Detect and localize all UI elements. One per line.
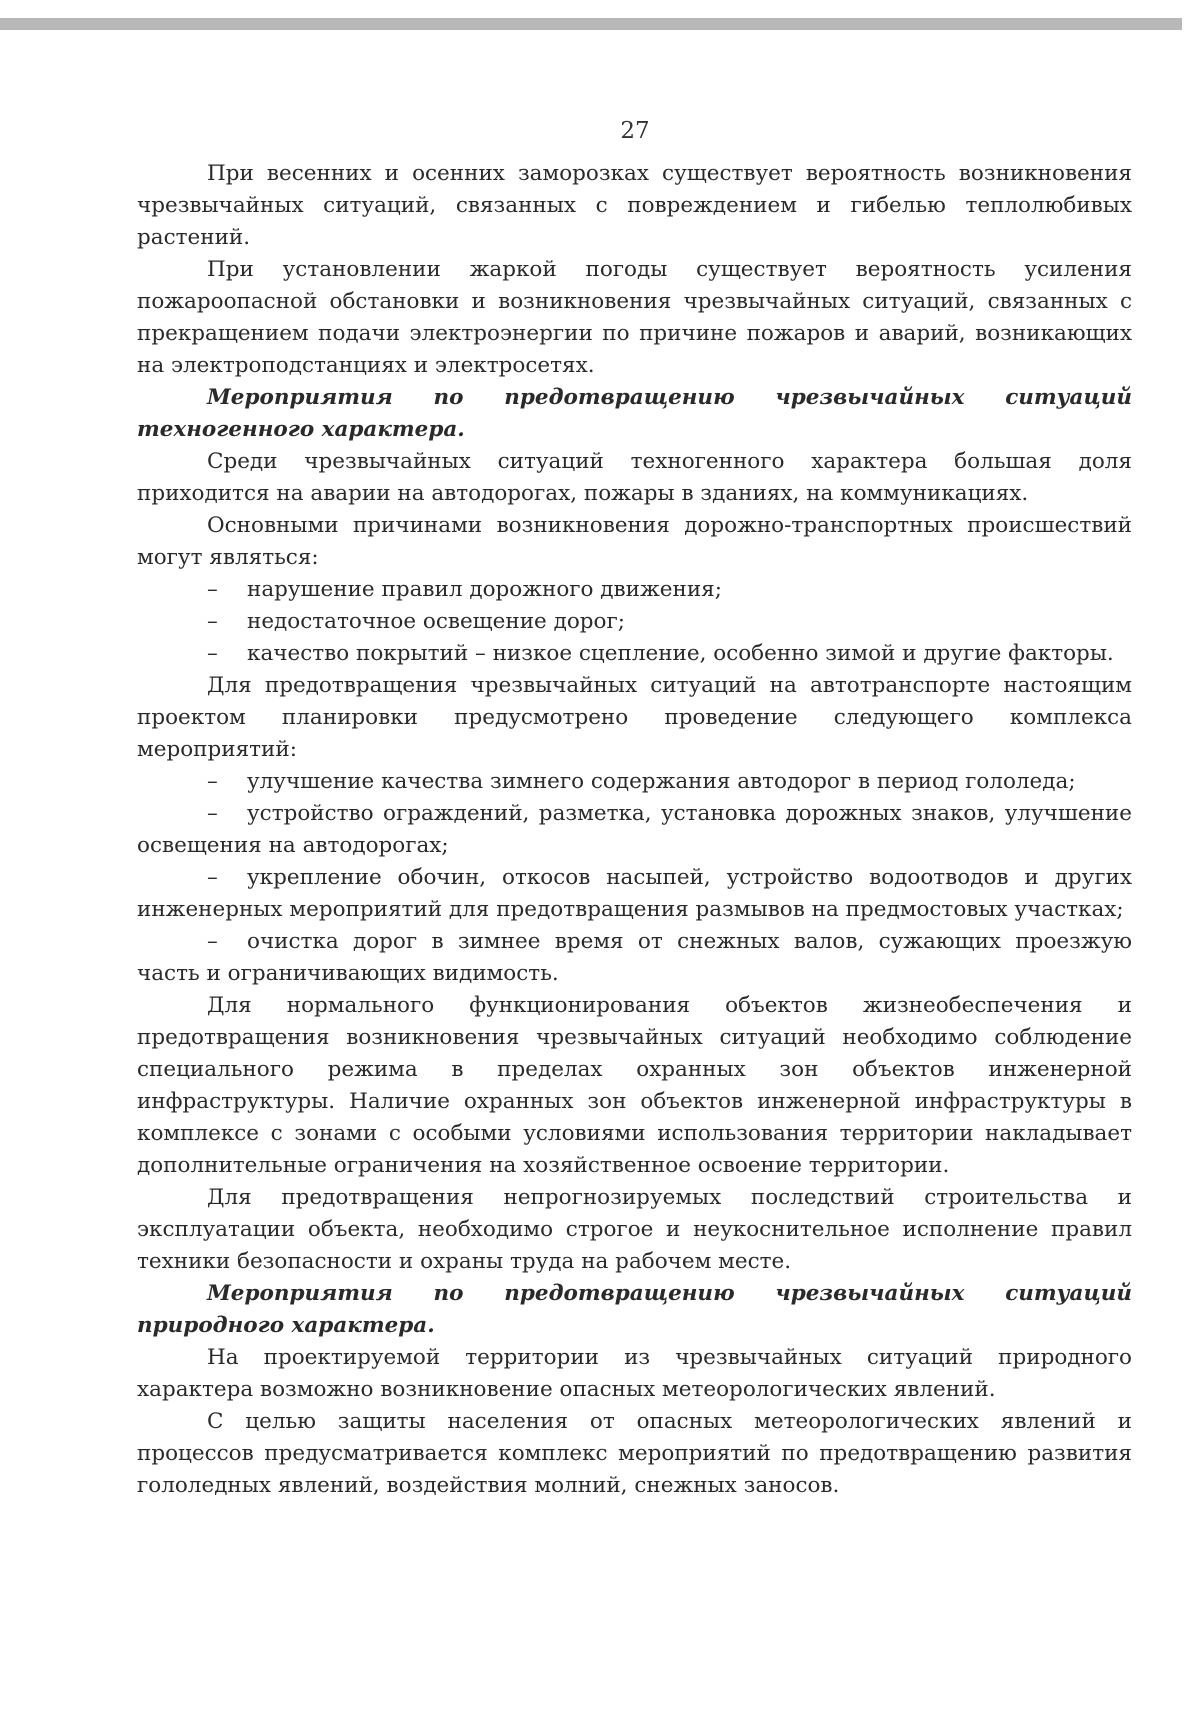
list-dash: – [207, 865, 218, 890]
list-item [137, 574, 1132, 606]
list-dash: – [207, 801, 218, 826]
list-item-text: улучшение качества зимнего содержания автодорог в период гололеда; [247, 769, 1076, 794]
list-item-text: очистка дорог в зимнее время от снежных валов, сужающих проезжую часть и ограничивающих видимость. [137, 929, 1132, 986]
list-item-text: устройство ограждений, разметка, установка дорожных знаков, улучшение освещения на автодорогах; [137, 801, 1132, 858]
list-item [137, 606, 1132, 638]
section-heading: Мероприятия по предотвращению чрезвычайных ситуаций природного характера. [137, 1281, 1132, 1338]
list-item [137, 798, 1132, 862]
list-dash: – [207, 641, 218, 666]
list-dash: – [207, 577, 218, 602]
list-dash: – [207, 769, 218, 794]
list-item-text: недостаточное освещение дорог; [247, 609, 626, 634]
list-item-text: нарушение правил дорожного движения; [247, 577, 722, 602]
list-item [137, 766, 1132, 798]
paragraph: С целью защиты населения от опасных метеорологических явлений и процессов предусматривается комплекс мероприятий по предотвращению развития гололедных явлений, воздействия молний, снежных заносов. [137, 1409, 1132, 1498]
paragraph: Основными причинами возникновения дорожно-транспортных происшествий могут являться: [137, 513, 1132, 570]
scan-top-edge [0, 18, 1182, 30]
list-dash: – [207, 609, 218, 634]
document-body [137, 158, 1132, 1502]
page-number: 27 [620, 118, 650, 144]
paragraph: Для нормального функционирования объектов жизнеобеспечения и предотвращения возникновения чрезвычайных ситуаций необходимо соблюдение специального режима в пределах охранных зон объектов инженерной инфраструктуры. Наличие охранных зон объектов инженерной инфраструктуры в комплексе с зонами с особыми условиями использования территории накладывает дополнительные ограничения на хозяйственное освоение территории. [137, 993, 1132, 1178]
list-item-text: укрепление обочин, откосов насыпей, устройство водоотводов и других инженерных мероприятий для предотвращения размывов на предмостовых участках; [137, 865, 1132, 922]
list-item-text: качество покрытий – низкое сцепление, особенно зимой и другие факторы. [247, 641, 1114, 666]
paragraph: При весенних и осенних заморозках существует вероятность возникновения чрезвычайных ситуаций, связанных с повреждением и гибелью теплолюбивых растений. [137, 161, 1132, 250]
list-dash: – [207, 929, 218, 954]
list-item [137, 862, 1132, 926]
paragraph: Среди чрезвычайных ситуаций техногенного характера большая доля приходится на аварии на автодорогах, пожары в зданиях, на коммуникациях. [137, 449, 1132, 506]
paragraph: Для предотвращения непрогнозируемых последствий строительства и эксплуатации объекта, необходимо строгое и неукоснительное исполнение правил техники безопасности и охраны труда на рабочем месте. [137, 1185, 1132, 1274]
paragraph: Для предотвращения чрезвычайных ситуаций на автотранспорте настоящим проектом планировки предусмотрено проведение следующего комплекса мероприятий: [137, 673, 1132, 762]
list-item [137, 926, 1132, 990]
paragraph: При установлении жаркой погоды существует вероятность усиления пожароопасной обстановки и возникновения чрезвычайных ситуаций, связанных с прекращением подачи электроэнергии по причине пожаров и аварий, возникающих на электроподстанциях и электросетях. [137, 257, 1132, 378]
section-heading: Мероприятия по предотвращению чрезвычайных ситуаций техногенного характера. [137, 385, 1132, 442]
paragraph: На проектируемой территории из чрезвычайных ситуаций природного характера возможно возникновение опасных метеорологических явлений. [137, 1345, 1132, 1402]
list-item [137, 638, 1132, 670]
